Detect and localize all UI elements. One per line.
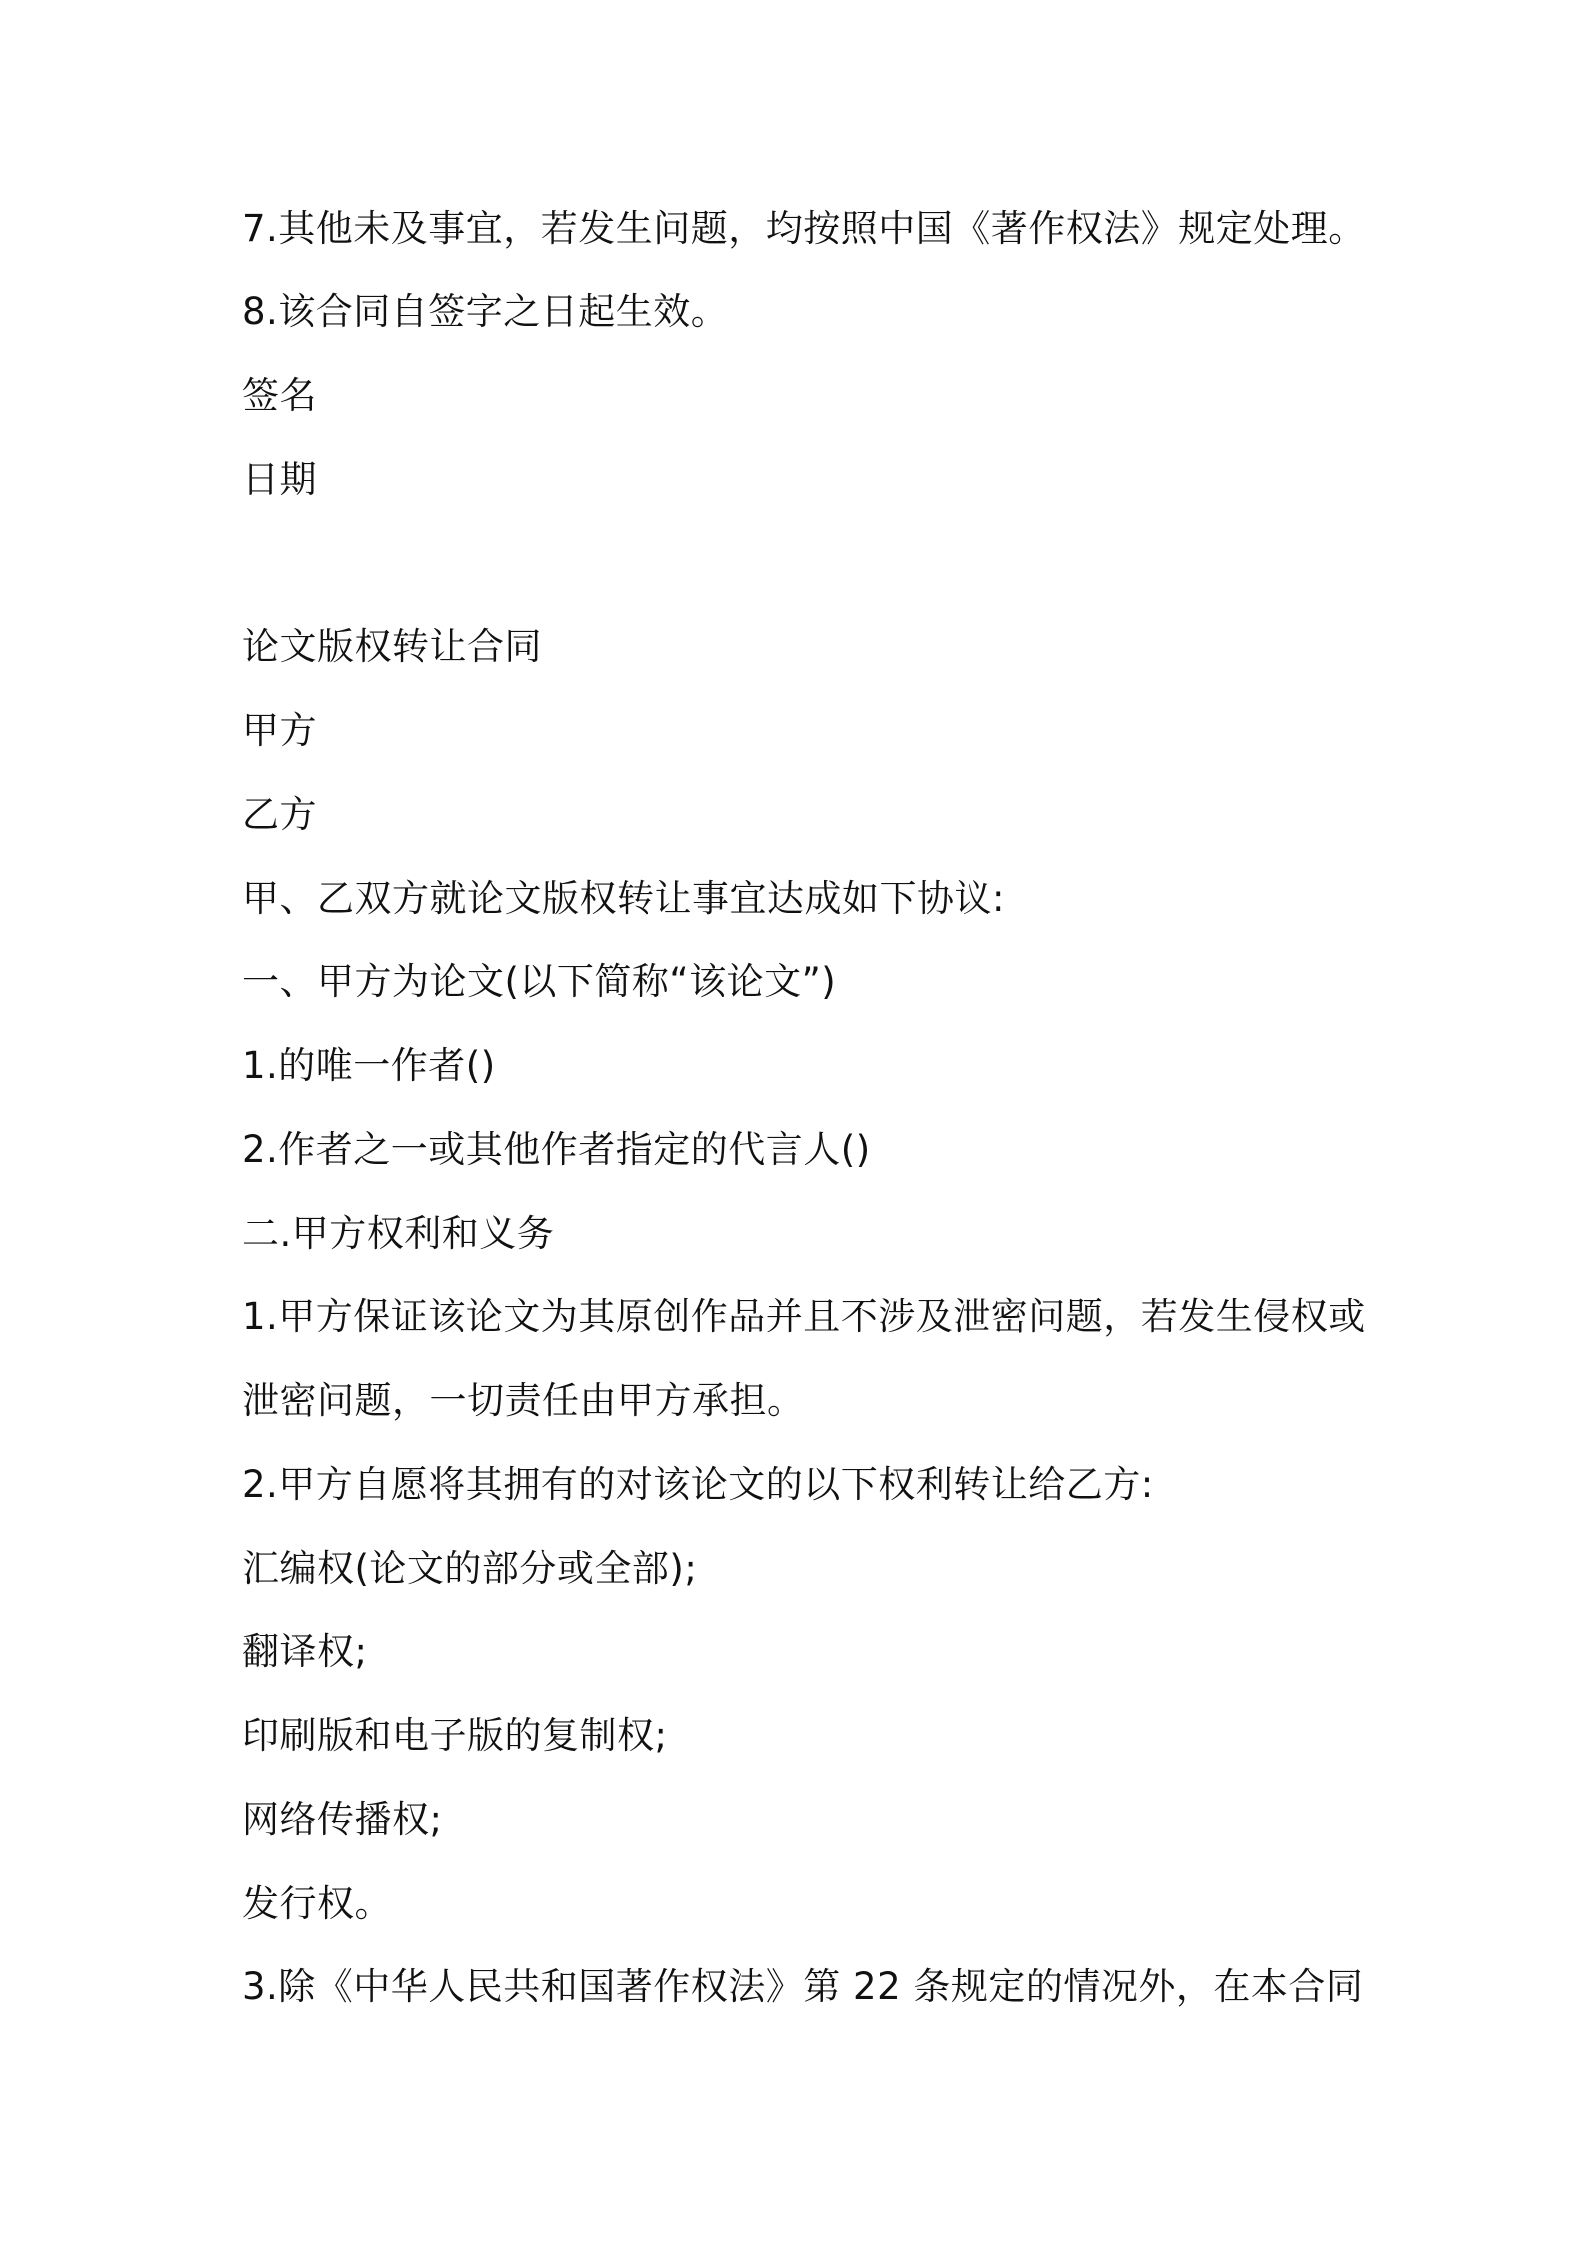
right-reproduction: 印刷版和电子版的复制权; xyxy=(242,1714,668,1757)
section-1-item-1: 1.的唯一作者() xyxy=(242,1044,496,1087)
date-label: 日期 xyxy=(242,458,317,501)
section-2-heading: 二.甲方权利和义务 xyxy=(242,1212,555,1255)
right-translation: 翻译权; xyxy=(242,1630,368,1673)
party-b: 乙方 xyxy=(242,793,317,836)
section-2-item-3: 3.除《中华人民共和国著作权法》第 22 条规定的情况外，在本合同 xyxy=(242,1965,1364,2008)
right-distribution: 发行权。 xyxy=(242,1882,392,1925)
section-1-item-2: 2.作者之一或其他作者指定的代言人() xyxy=(242,1128,871,1171)
right-compilation: 汇编权(论文的部分或全部); xyxy=(242,1547,698,1590)
clause-7: 7.其他未及事宜，若发生问题，均按照中国《著作权法》规定处理。 xyxy=(242,207,1366,250)
section-2-item-2: 2.甲方自愿将其拥有的对该论文的以下权利转让给乙方: xyxy=(242,1463,1154,1506)
agreement-intro: 甲、乙双方就论文版权转让事宜达成如下协议: xyxy=(242,877,1005,920)
section-2-item-1-line-2: 泄密问题，一切责任由甲方承担。 xyxy=(242,1379,805,1422)
section-2-item-1-line-1: 1.甲方保证该论文为其原创作品并且不涉及泄密问题，若发生侵权或 xyxy=(242,1295,1366,1338)
contract-title: 论文版权转让合同 xyxy=(242,625,542,668)
signature-label: 签名 xyxy=(242,374,317,417)
right-network: 网络传播权; xyxy=(242,1798,443,1841)
clause-8: 8.该合同自签字之日起生效。 xyxy=(242,290,729,333)
party-a: 甲方 xyxy=(242,709,317,752)
section-1-heading: 一、甲方为论文(以下简称“该论文”) xyxy=(242,960,837,1003)
